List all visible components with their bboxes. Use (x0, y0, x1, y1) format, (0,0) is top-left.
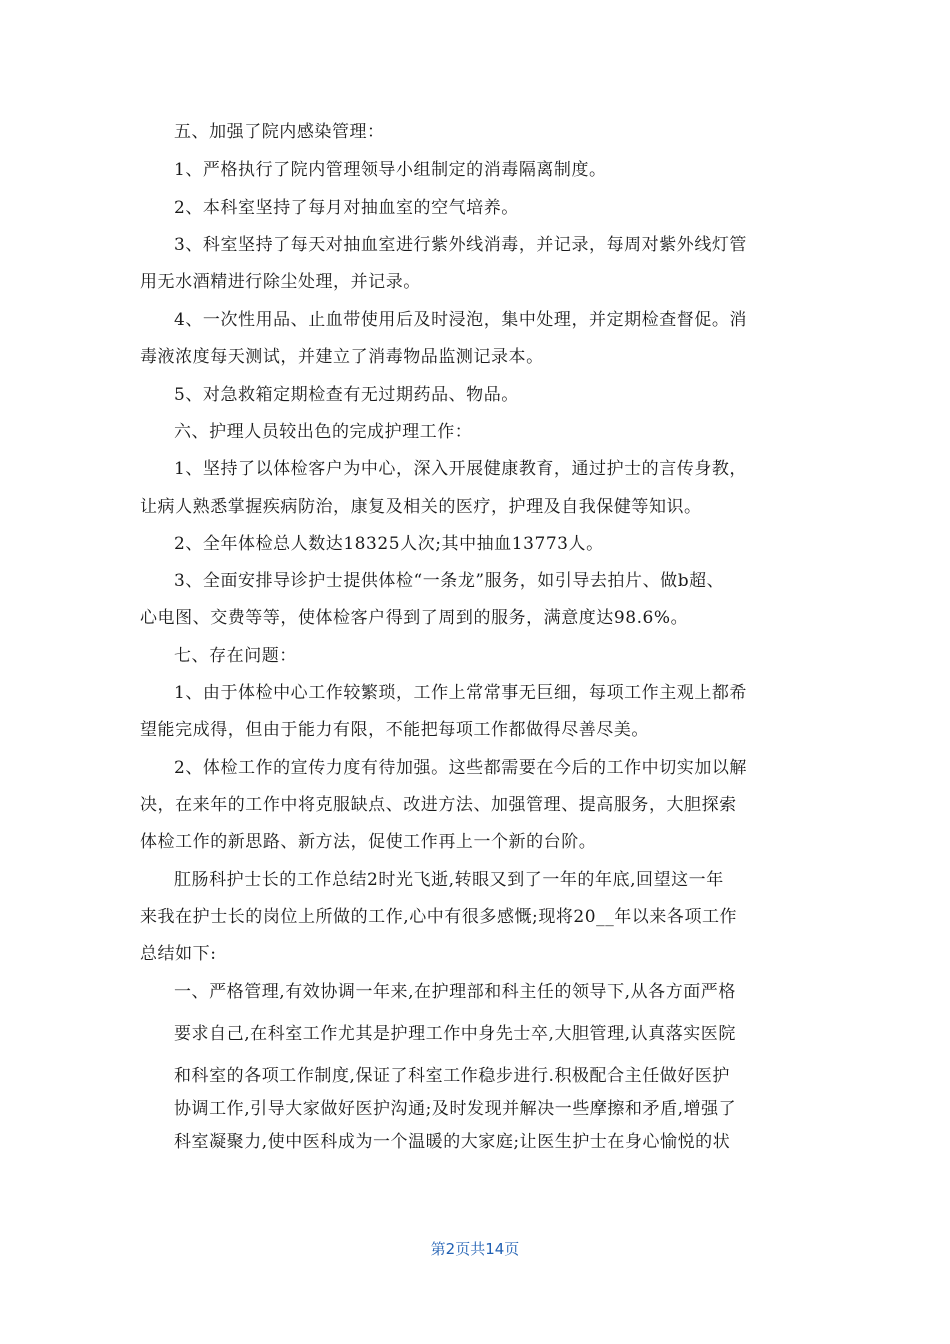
paragraph-line: 2、全年体检总人数达18325人次;其中抽血13773人。 (174, 534, 604, 554)
paragraph-line: 3、全面安排导诊护士提供体检“一条龙”服务，如引导去拍片、做b超、 (174, 571, 725, 591)
paragraph-line: 5、对急救箱定期检查有无过期药品、物品。 (174, 385, 519, 405)
paragraph-line: 总结如下: (140, 944, 217, 964)
paragraph-line: 科室凝聚力,使中医科成为一个温暖的大家庭;让医生护士在身心愉悦的状 (174, 1132, 731, 1152)
section-heading-7: 七、存在问题： (174, 646, 297, 666)
paragraph-line: 让病人熟悉掌握疾病防治，康复及相关的医疗，护理及自我保健等知识。 (140, 497, 702, 517)
paragraph-line: 体检工作的新思路、新方法，促使工作再上一个新的台阶。 (140, 832, 597, 852)
paragraph-line: 肛肠科护士长的工作总结2时光飞逝,转眼又到了一年的年底,回望这一年 (174, 870, 724, 890)
paragraph-line: 1、由于体检中心工作较繁琐，工作上常常事无巨细，每项工作主观上都希 (174, 683, 747, 703)
paragraph-line: 和科室的各项工作制度,保证了科室工作稳步进行.积极配合主任做好医护 (174, 1066, 730, 1086)
page-number: 第2页共14页 (430, 1240, 520, 1258)
paragraph-line: 协调工作,引导大家做好医护沟通;及时发现并解决一些摩擦和矛盾,增强了 (174, 1099, 737, 1119)
paragraph-line: 3、科室坚持了每天对抽血室进行紫外线消毒，并记录，每周对紫外线灯管 (174, 235, 747, 255)
paragraph-line: 来我在护士长的岗位上所做的工作,心中有很多感慨;现将20__年以来各项工作 (140, 907, 738, 927)
paragraph-line: 4、一次性用品、止血带使用后及时浸泡，集中处理，并定期检查督促。消 (174, 310, 747, 330)
paragraph-line: 要求自己,在科室工作尤其是护理工作中身先士卒,大胆管理,认真落实医院 (174, 1024, 736, 1044)
section-heading-6: 六、护理人员较出色的完成护理工作： (174, 422, 473, 442)
paragraph-line: 2、本科室坚持了每月对抽血室的空气培养。 (174, 198, 519, 218)
section-heading-5: 五、加强了院内感染管理： (174, 122, 385, 142)
paragraph-line: 1、坚持了以体检客户为中心，深入开展健康教育，通过护士的言传身教， (174, 459, 747, 479)
paragraph-line: 望能完成得，但由于能力有限，不能把每项工作都做得尽善尽美。 (140, 720, 649, 740)
paragraph-line: 2、体检工作的宣传力度有待加强。这些都需要在今后的工作中切实加以解 (174, 758, 747, 778)
paragraph-line: 1、严格执行了院内管理领导小组制定的消毒隔离制度。 (174, 160, 607, 180)
paragraph-line: 用无水酒精进行除尘处理，并记录。 (140, 272, 421, 292)
paragraph-line: 心电图、交费等等，使体检客户得到了周到的服务，满意度达98.6%。 (140, 608, 689, 628)
paragraph-line: 一、严格管理,有效协调一年来,在护理部和科主任的领导下,从各方面严格 (174, 982, 736, 1002)
paragraph-line: 毒液浓度每天测试，并建立了消毒物品监测记录本。 (140, 347, 544, 367)
paragraph-line: 决，在来年的工作中将克服缺点、改进方法、加强管理、提高服务，大胆探索 (140, 795, 737, 815)
